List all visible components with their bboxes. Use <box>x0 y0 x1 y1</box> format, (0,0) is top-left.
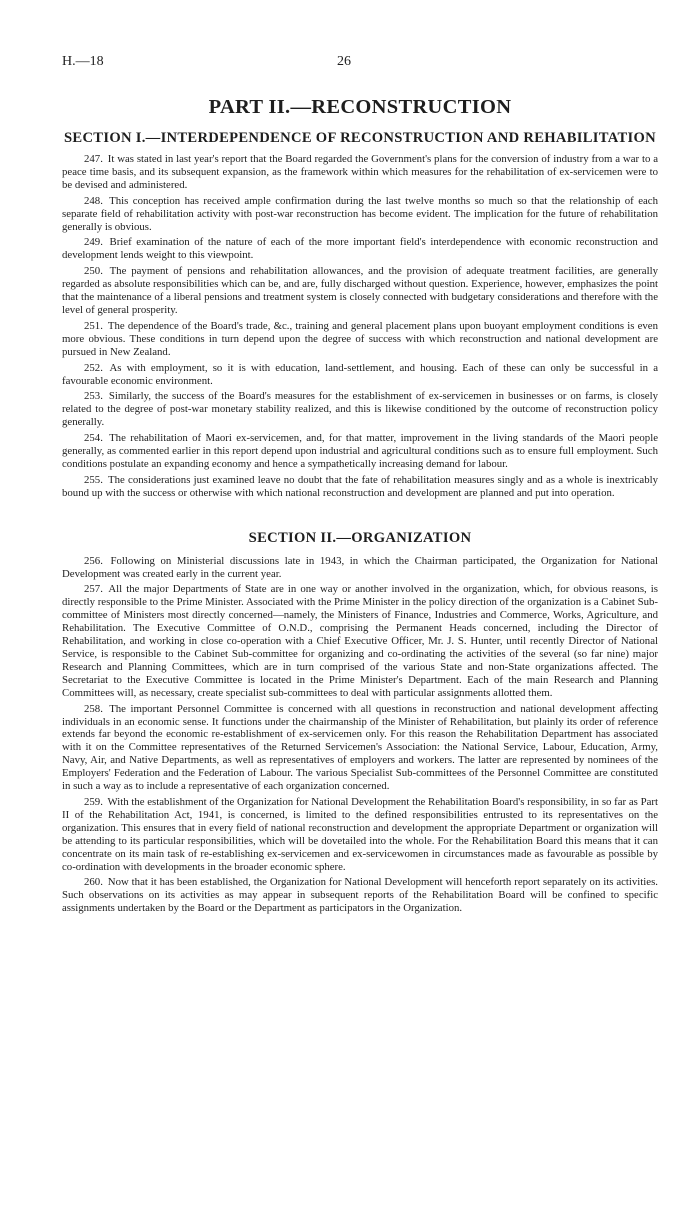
paragraph-number: 254. <box>84 432 103 445</box>
paragraph-number: 256. <box>84 554 103 567</box>
paragraph-text: As with employment, so it is with education, land-settlement, and housing. Each of these can only be successful in a favourable economic environment. <box>62 361 658 387</box>
paragraph-number: 257. <box>84 583 103 596</box>
paragraph-number: 247. <box>84 153 103 165</box>
paragraph-text: The rehabilitation of Maori ex-servicemen, and, for that matter, improvement in the living standards of the Maori people generally, as commented earlier in this report depend upon industrial and agricultural conditions such as to ensure full employment. Such conditions postulate an expanding economy and hence a sympathetically increasing demand for labour. <box>62 432 658 470</box>
paragraph-text: This conception has received ample confirmation during the last twelve months so much so that the relationship of each separate field of rehabilitation activity with post-war reconstruction has become evident. The implication for the future of rehabilitation generally is obvious. <box>62 194 658 233</box>
paragraph <box>62 390 658 429</box>
paragraph-number: 248. <box>84 194 103 207</box>
paragraph-text: It was stated in last year's report that the Board regarded the Government's plans for the conversion of industry from a war to a peace time basis, and its subsequent expansion, as the framework within which measures for the rehabilitation of ex-servicemen were to be devised and administered. <box>62 153 659 191</box>
paragraph <box>62 362 658 388</box>
paragraph-number: 250. <box>84 265 103 278</box>
section-1-body <box>62 153 658 500</box>
section-title: SECTION I.—INTERDEPENDENCE OF RECONSTRUCTION AND REHABILITATION <box>64 130 656 146</box>
page-number: 26 <box>337 54 351 69</box>
paragraph <box>62 474 658 500</box>
paragraph-number: 260. <box>84 876 103 889</box>
paragraph-number: 255. <box>84 473 103 486</box>
paragraph <box>62 876 658 915</box>
paragraph-number: 249. <box>84 236 103 249</box>
paragraph-text: The dependence of the Board's trade, &c., training and general placement plans upon buoyant employment conditions is even more obvious. These conditions in turn depend upon the degree of success with which reconstruction and national development are pursued in New Zealand. <box>62 319 658 358</box>
paragraph-text: Now that it has been established, the Organization for National Development will henceforth report separately on its activities. Such observations on its activities as may appear in subsequent reports of the Rehabilitation Board will be confined to specific assignments undertaken by the Board or the Department as participators in the Organization. <box>62 876 658 915</box>
paragraph-text: The considerations just examined leave no doubt that the fate of rehabilitation measures singly and as a whole is inextricably bound up with the success or otherwise with which national reconstruction and development are planned and put into operation. <box>62 473 658 499</box>
paragraph <box>62 703 658 793</box>
paragraph-text: The important Personnel Committee is concerned with all questions in reconstruction and national development affecting individuals in an economic sense. It functions under the chairmanship of the Minister of Rehabilitation, but plainly its order of reference extends far beyond the economic re-establishment of ex-servicemen only. For this reason the Rehabilitation Department has associated with it on the Committee representatives of the Returned Servicemen's Association: the National Service, Labour, Education, Army, Navy, Air, and Native Departments, as well as representatives of employers and workers. The latter are represented by nominees of the Employers' Federation and the Federation of Labour. The various Specialist Sub-committees of the Personnel Committee are constituted in such a way as to include a representative of each organization concerned. <box>62 702 658 793</box>
section-2-body <box>62 555 658 915</box>
paragraph <box>62 796 658 873</box>
paragraph <box>62 236 658 262</box>
paragraph-text: The payment of pensions and rehabilitation allowances, and the provision of adequate treatment facilities, are generally regarded as absolute responsibilities which can be, and are, fully discharged without question. Experience, however, emphasizes the point that the maintenance of a liberal pensions and treatment system is closely connected with budgetary considerations and therefore with the level of general prosperity. <box>62 265 658 316</box>
paragraph <box>62 583 658 699</box>
paragraph-text: Similarly, the success of the Board's measures for the establishment of ex-servicemen in businesses or on farms, is closely related to the degree of post-war monetary stability realized, and this is likewise conditioned by the outcome of reconstruction policy generally. <box>62 390 658 429</box>
paragraph <box>62 195 658 234</box>
paragraph-number: 251. <box>84 319 103 332</box>
paragraph-number: 258. <box>84 702 103 715</box>
paragraph <box>62 153 658 192</box>
paragraph-number: 253. <box>84 390 103 403</box>
paragraph-number: 259. <box>84 795 103 808</box>
paragraph <box>62 555 658 581</box>
paragraph-text: Brief examination of the nature of each of the more important field's interdependence with economic reconstruction and development lends weight to this viewpoint. <box>62 236 658 262</box>
document-reference: H.—18 <box>62 54 104 69</box>
part-title: PART II.—RECONSTRUCTION <box>208 96 512 118</box>
paragraph <box>62 320 658 359</box>
paragraph <box>62 265 658 317</box>
paragraph-text: All the major Departments of State are in one way or another involved in the organization, which, for obvious reasons, is directly responsible to the Prime Minister. Associated with the Prime Minister in the policy direction of the organization is a Cabinet Sub-committee of Ministers most directly concerned—namely, the Ministers of Finance, Industries and Commerce, Works, Agriculture, and Rehabilitation. The Executive Committee of O.N.D., comprising the Permanent Heads concerned, including the Director of Rehabilitation, and working in close co-operation with a Chief Executive Officer, Mr. J. S. Hunter, until recently Director of National Service, is responsible to the Cabinet Sub-committee for organizing and co-ordinating the activities of the several (so far nine) major Research and Planning Committees, which are in turn comprised of the various State and non-State organizations affected. The Secretariat to the Executive Committee is located in the Prime Minister's Department. Each of the main Research and Planning Committees will, as necessary, create specialist sub-committees to deal with particular assignments allotted them. <box>62 583 658 699</box>
paragraph-text: With the establishment of the Organization for National Development the Rehabilitation Board's responsibility, in so far as Part II of the Rehabilitation Act, 1941, is concerned, is limited to the defined responsibilities entrusted to its representatives on the organization. This ensures that in every field of national reconstruction and development the appropriate Department or organization will be attending to its particular responsibilities, which will be dovetailed into the whole. For the Rehabilitation Board this means that it can concentrate on its main task of re-establishing ex-servicemen and ex-servicewomen in circumstances made as favourable as possible by co-ordination with developments in the broader economic sphere. <box>62 795 658 873</box>
paragraph <box>62 432 658 471</box>
paragraph-number: 252. <box>84 361 103 374</box>
paragraph-text: Following on Ministerial discussions late in 1943, in which the Chairman participated, the Organization for National Development was created early in the current year. <box>62 554 658 580</box>
section-title: SECTION II.—ORGANIZATION <box>248 529 472 546</box>
